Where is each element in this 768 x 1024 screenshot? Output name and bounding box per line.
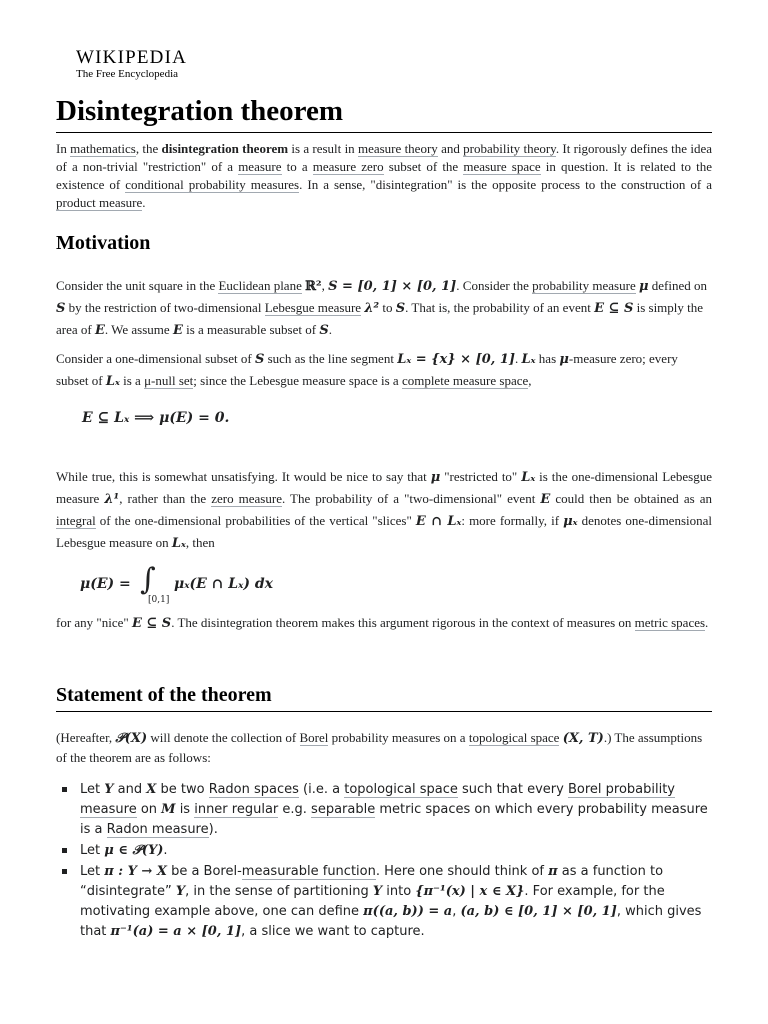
assumptions-list [56,780,712,942]
list-item: Let π : Y → X be a Borel-measurable function. Here one should think of π as a function to “disintegrate” Y, in the sense of partitioning Y into {π⁻¹(x) | x ∈ X}. For example, for the motivating example above, one can define π((a, b)) = a, (a, b) ∈ [0, 1] × [0, 1], which gives that π⁻¹(a) = a × [0, 1], a slice we want to capture. [56,862,712,942]
eq2-lhs: μ(E) = [80,576,131,592]
list-item: Let Y and X be two Radon spaces (i.e. a topological space such that every Borel probability measure on M is inner regular e.g. separable metric spaces on which every probability measure is a Radon measure). [56,780,712,840]
equation-integral [80,562,736,612]
motivation-paragraph-1: Consider the unit square in the Euclidean plane ℝ², S = [0, 1] × [0, 1]. Consider the probability measure μ defined on S by the restriction of two-dimensional Lebesgue measure λ² to S. That is, the probability of an event E ⊆ S is simply the area of E. We assume E is a measurable subset of S. [56,278,707,338]
bullet-marker [62,869,67,874]
link-borel-probability-measure[interactable]: Borel probability measure [80,782,676,817]
link-measure-space[interactable]: measure space [463,159,541,174]
link-topological-space[interactable]: topological space [468,730,560,745]
link-radon-spaces[interactable]: Radon spaces [208,782,299,797]
link-inner-regular[interactable]: inner regular [194,802,279,817]
link-metric-spaces[interactable]: metric spaces [634,615,706,630]
section-heading-statement: Statement of the theorem [56,682,712,712]
integral-domain: [0,1] [148,595,170,605]
link-measure-zero[interactable]: measure zero [312,159,384,174]
equation-null: E ⊆ Lₓ ⟹ μ(E) = 0. [82,410,230,426]
link-lebesgue-measure[interactable]: Lebesgue measure [264,300,362,315]
logo-tagline: The Free Encyclopedia [76,68,179,80]
link-separable[interactable]: separable [311,802,376,817]
link-measure-theory[interactable]: measure theory [357,141,438,156]
link-conditional-probability[interactable]: conditional probability measures [125,177,300,192]
motivation-paragraph-3: While true, this is somewhat unsatisfying. It would be nice to say that μ "restricted to" Lₓ is the one-dimensional Lebesgue measure λ¹, rather than the zero measure. The probability of a "two-dimensional" event E could then be obtained as an integral of the one-dimensional probabilities of the vertical "slices" E ∩ Lₓ: more formally, if μₓ denotes one-dimensional Lebesgue measure on Lₓ, then [56,469,713,551]
term-bold: disintegration theorem [161,141,289,156]
intro-paragraph: In mathematics, the disintegration theorem is a result in measure theory and probability theory. It rigorously defines the idea of a non-trivial "restriction" of a measure to a measure zero subset of the measure space in question. It is related to the existence of conditional probability measures. In a sense, "disintegration" is the opposite process to the construction of a product measure. [56,141,712,210]
motivation-paragraph-2: Consider a one-dimensional subset of S such as the line segment Lₓ = {x} × [0, 1]. Lₓ has μ-measure zero; every subset of Lₓ is a μ-null set; since the Lebesgue measure space is a complete measure space, [56,351,678,389]
link-probability-measure[interactable]: probability measure [532,278,636,293]
list-item: Let μ ∈ 𝒫(Y). [56,841,712,861]
link-zero-measure[interactable]: zero measure [211,491,282,506]
link-measure[interactable]: measure [238,159,282,174]
link-product-measure[interactable]: product measure [56,195,143,210]
bullet-marker [62,848,67,853]
link-measurable-function[interactable]: measurable function [241,864,376,879]
link-null-set[interactable]: μ-null set [144,373,194,388]
page-title: Disintegration theorem [56,94,712,133]
link-radon-measure[interactable]: Radon measure [106,822,209,837]
logo-wordmark: WIKIPEDIA [76,47,188,68]
bullet-marker [62,787,67,792]
link-topological-space-2[interactable]: topological space [344,782,458,797]
section-heading-motivation: Motivation [56,232,151,254]
wikipedia-logo[interactable] [76,48,187,81]
link-probability-theory[interactable]: probability theory [463,141,556,156]
link-integral[interactable]: integral [56,513,96,528]
motivation-paragraph-4: for any "nice" E ⊆ S. The disintegration theorem makes this argument rigorous in the context of measures on metric spaces. [56,615,709,631]
link-mathematics[interactable]: mathematics [70,141,136,156]
eq2-rhs: μₓ(E ∩ Lₓ) dx [174,576,274,592]
integral-sign: ∫ [140,562,156,597]
statement-paragraph: (Hereafter, 𝒫(X) will denote the collection of Borel probability measures on a topological space (X, T).) The assumptions of the theorem are as follows: [56,730,703,765]
link-euclidean-plane[interactable]: Euclidean plane [218,278,302,293]
link-borel[interactable]: Borel [299,730,329,745]
link-complete-measure-space[interactable]: complete measure space [401,373,529,388]
